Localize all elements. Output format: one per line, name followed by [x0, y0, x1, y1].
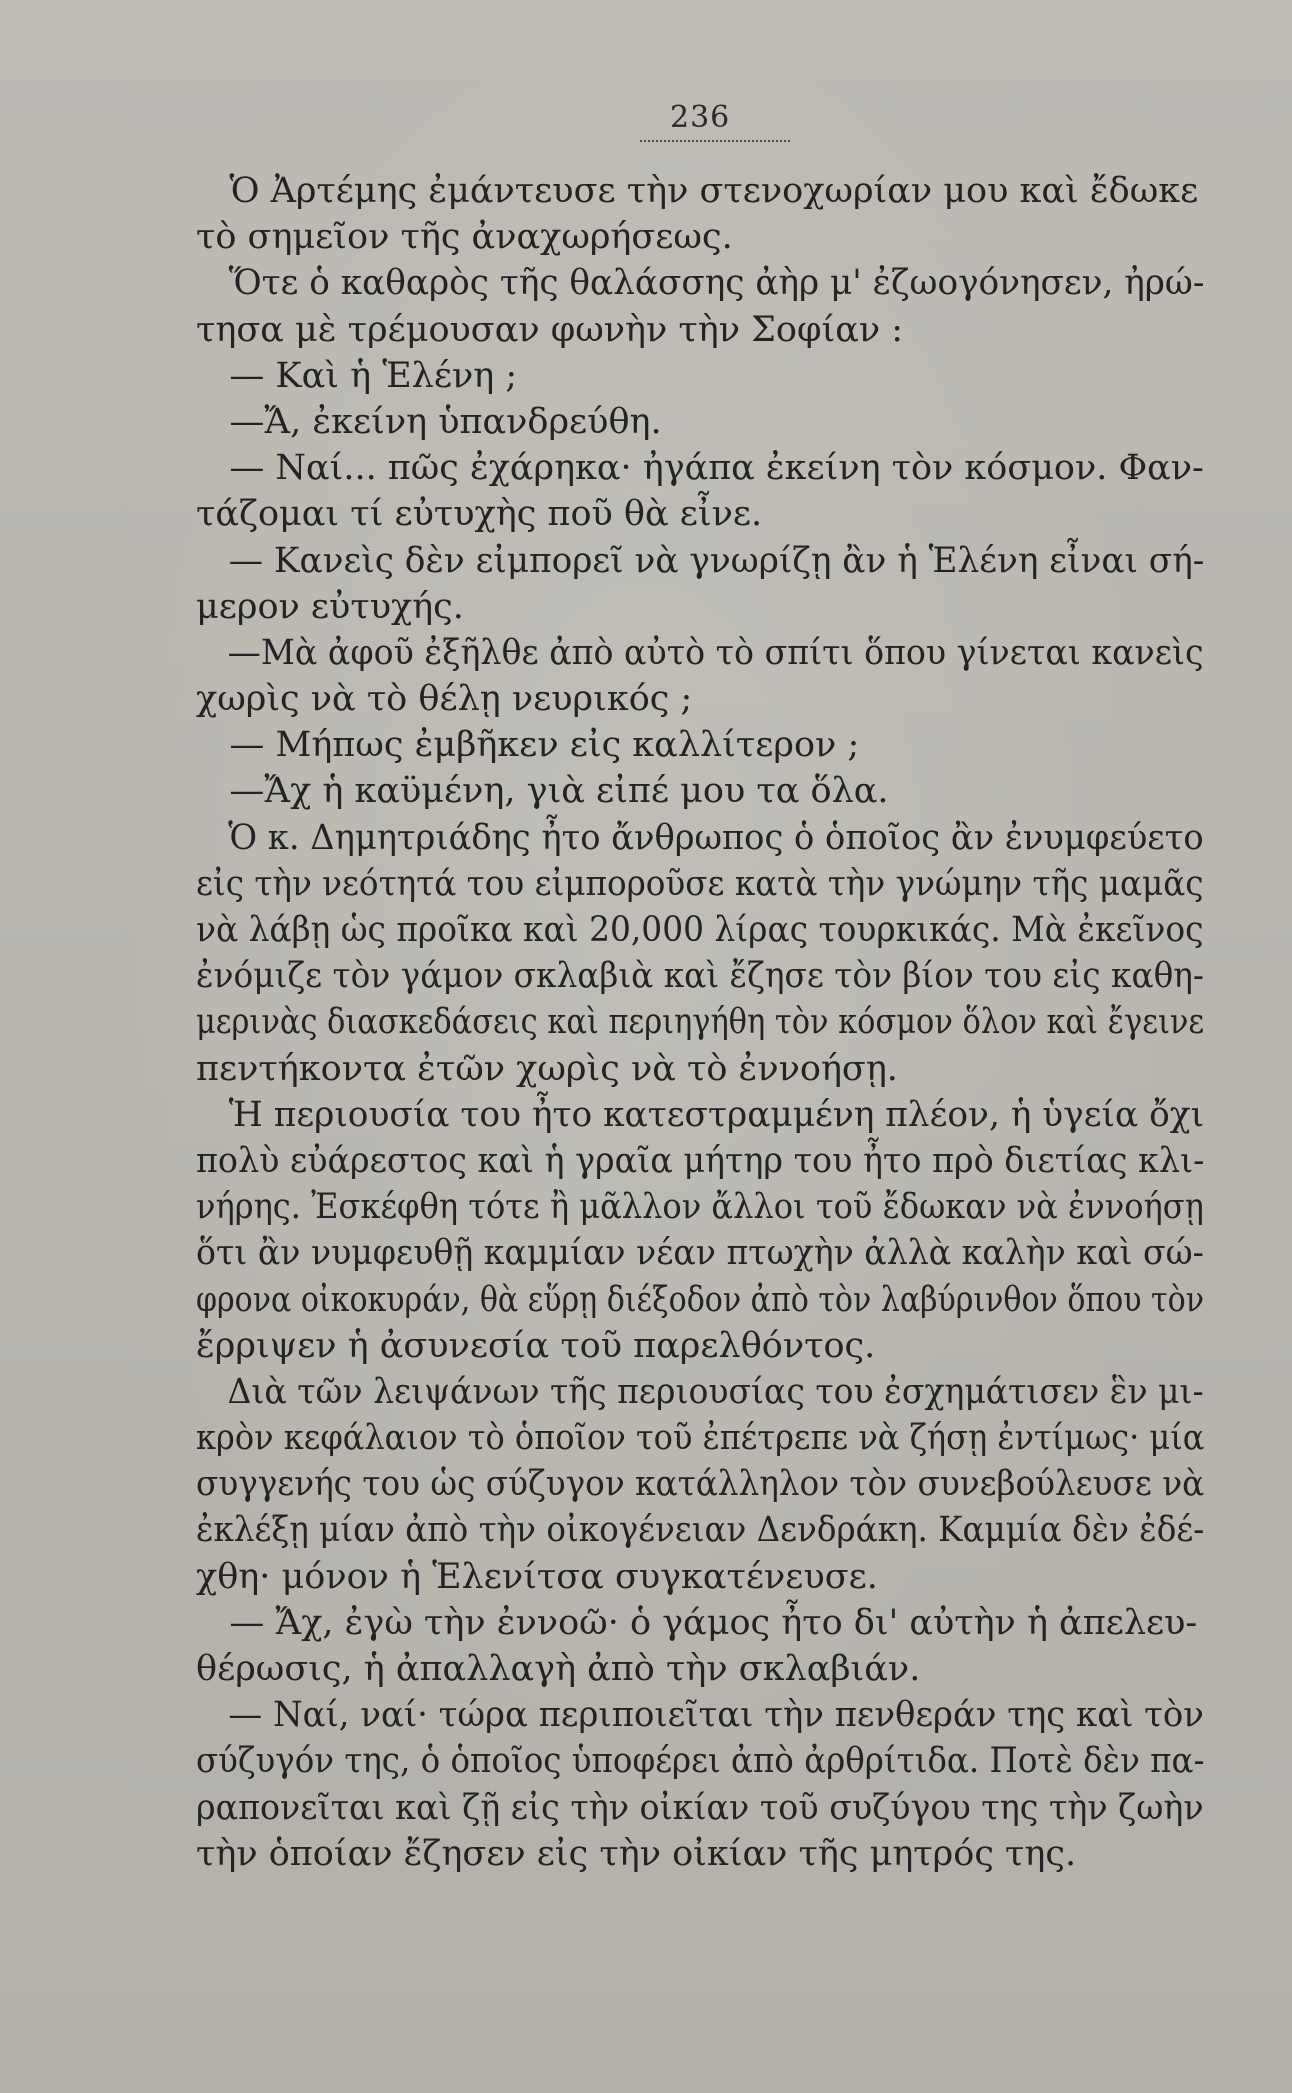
- text-line: συγγενής του ὡς σύζυγον κατάλληλον τὸν συνεβούλευσε νὰ: [196, 1464, 1205, 1505]
- text-line: — Μήπως ἐμβῆκεν εἰς καλλίτερον ;: [196, 725, 860, 766]
- text-line: τὸ σημεῖον τῆς ἀναχωρήσεως.: [196, 217, 733, 258]
- text-line: — Ναί... πῶς ἐχάρηκα· ἠγάπα ἐκείνη τὸν κόσμον. Φαν-: [196, 448, 1204, 489]
- text-line: ἔρριψεν ἡ ἀσυνεσία τοῦ παρελθόντος.: [196, 1325, 876, 1366]
- text-line: χωρὶς νὰ τὸ θέλῃ νευρικός ;: [196, 679, 693, 720]
- text-line: χθη· μόνον ἡ Ἑλενίτσα συγκατένευσε.: [196, 1556, 878, 1597]
- page-number: 236: [670, 100, 731, 135]
- text-line: μερον εὐτυχής.: [196, 586, 464, 627]
- text-line: νήρης. Ἐσκέφθη τότε ἢ μᾶλλον ἄλλοι τοῦ ἔδωκαν νὰ ἐννοήσῃ: [196, 1187, 1204, 1228]
- text-line: φρονα οἰκοκυράν, θὰ εὕρῃ διέξοδον ἀπὸ τὸν λαβύρινθον ὅπου τὸν: [196, 1279, 1204, 1320]
- text-line: θέρωσις, ἡ ἀπαλλαγὴ ἀπὸ τὴν σκλαβιάν.: [196, 1649, 921, 1689]
- text-line: — Καὶ ἡ Ἑλένη ;: [196, 355, 518, 396]
- text-line: νὰ λάβῃ ὡς προῖκα καὶ 20,000 λίρας τουρκικάς. Μὰ ἐκεῖνος: [196, 910, 1204, 950]
- text-line: Ὅτε ὁ καθαρὸς τῆς θαλάσσης ἀὴρ μ' ἐζωογόνησεν, ἠρώ-: [196, 263, 1205, 304]
- text-line: —Μὰ ἀφοῦ ἐξῆλθε ἀπὸ αὐτὸ τὸ σπίτι ὅπου γίνεται κανεὶς: [196, 632, 1204, 673]
- text-line: ἐκλέξῃ μίαν ἀπὸ τὴν οἰκογένειαν Δενδράκη. Καμμία δὲν ἐδέ-: [196, 1510, 1205, 1551]
- text-line: κρὸν κεφάλαιον τὸ ὁποῖον τοῦ ἐπέτρεπε νὰ ζήσῃ ἐντίμως· μία: [196, 1418, 1205, 1459]
- text-line: ἐνόμιζε τὸν γάμον σκλαβιὰ καὶ ἔζησε τὸν βίον του εἰς καθη-: [196, 956, 1205, 997]
- text-line: — Κανεὶς δὲν εἰμπορεῖ νὰ γνωρίζῃ ἂν ἡ Ἑλένη εἶναι σή-: [196, 540, 1205, 581]
- text-line: εἰς τὴν νεότητά του εἰμποροῦσε κατὰ τὴν γνώμην τῆς μαμᾶς: [196, 863, 1204, 904]
- text-line: — Ναί, ναί· τώρα περιποιεῖται τὴν πενθεράν της καὶ τὸν: [196, 1695, 1204, 1736]
- text-line: πολὺ εὐάρεστος καὶ ἡ γραῖα μήτηρ του ἦτο πρὸ διετίας κλι-: [196, 1140, 1205, 1181]
- text-line: μερινὰς διασκεδάσεις καὶ περιηγήθη τὸν κόσμον ὅλον καὶ ἔγεινε: [196, 1002, 1205, 1043]
- text-line: σύζυγόν της, ὁ ὁποῖος ὑποφέρει ἀπὸ ἀρθρίτιδα. Ποτὲ δὲν πα-: [196, 1741, 1205, 1782]
- text-line: πεντήκοντα ἐτῶν χωρὶς νὰ τὸ ἐννοήσῃ.: [196, 1048, 898, 1089]
- text-line: Διὰ τῶν λειψάνων τῆς περιουσίας του ἐσχημάτισεν ἓν μι-: [196, 1371, 1204, 1412]
- text-line: τὴν ὁποίαν ἔζησεν εἰς τὴν οἰκίαν τῆς μητρός της.: [196, 1833, 1077, 1874]
- text-line: τάζομαι τί εὐτυχὴς ποῦ θὰ εἶνε.: [196, 494, 763, 535]
- body-text: [196, 168, 1204, 1877]
- text-line: — Ἄχ, ἐγὼ τὴν ἐννοῶ· ὁ γάμος ἦτο δι' αὐτὴν ἡ ἀπελευ-: [196, 1602, 1198, 1643]
- text-line: —Ἄχ ἡ καϋμένη, γιὰ εἰπέ μου τα ὅλα.: [196, 771, 889, 812]
- text-line: ραπονεῖται καὶ ζῇ εἰς τὴν οἰκίαν τοῦ συζύγου της τὴν ζωὴν: [196, 1787, 1204, 1828]
- text-line: τησα μὲ τρέμουσαν φωνὴν τὴν Σοφίαν :: [196, 309, 904, 350]
- page-number-rule: [640, 140, 790, 142]
- text-line: ὅτι ἂν νυμφευθῇ καμμίαν νέαν πτωχὴν ἀλλὰ καλὴν καὶ σώ-: [196, 1233, 1204, 1274]
- text-line: —Ἄ, ἐκείνη ὑπανδρεύθη.: [196, 401, 662, 442]
- text-line: Ὁ κ. Δημητριάδης ἦτο ἄνθρωπος ὁ ὁποῖος ἂν ἐνυμφεύετο: [196, 817, 1204, 858]
- text-line: Ὁ Ἀρτέμης ἐμάντευσε τὴν στενοχωρίαν μου καὶ ἔδωκε: [196, 171, 1199, 211]
- text-line: Ἡ περιουσία του ἦτο κατεστραμμένη πλέον, ἡ ὑγεία ὄχι: [196, 1094, 1205, 1135]
